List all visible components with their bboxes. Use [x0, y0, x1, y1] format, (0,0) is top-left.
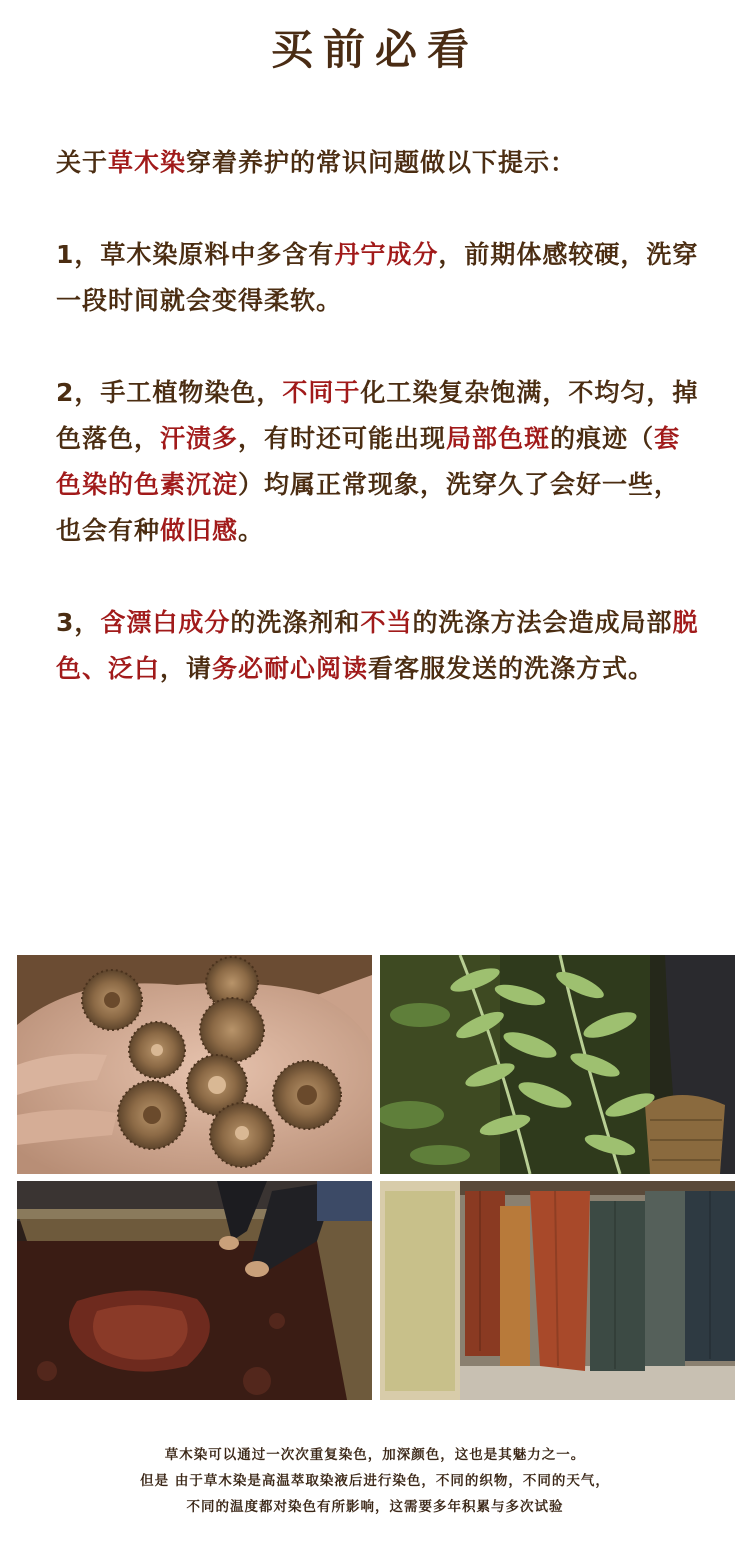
- tip-text: 化工染复杂饱满，不均匀，掉色落色，: [56, 378, 699, 453]
- hanging-fabrics-photo: [380, 1181, 735, 1400]
- tip-text: 3，: [56, 608, 101, 637]
- caption-line: 草木染可以通过一次次重复染色，加深颜色，这也是其魅力之一。: [164, 1447, 586, 1463]
- tip-paragraph: [56, 370, 706, 554]
- tip-highlight-text: 含漂白成分: [100, 608, 231, 637]
- leaves-basket-photo: [380, 955, 735, 1174]
- tip-highlight-text: 局部色斑: [446, 424, 551, 453]
- photo-grid: [17, 955, 735, 1400]
- tip-paragraph: [56, 232, 706, 324]
- tip-highlight-text: 汗渍多: [160, 424, 239, 453]
- tip-highlight-text: 脱色、泛白: [56, 608, 699, 683]
- tip-text: 2，手工植物染色，: [56, 378, 283, 407]
- intro-text-after: 穿着养护的常识问题做以下提示：: [186, 148, 577, 177]
- photo-caption: [0, 1442, 750, 1520]
- acorn-cups-photo: [17, 955, 372, 1174]
- tip-text: ，前期体感较硬，洗穿一段时间就会变得柔软。: [56, 240, 699, 315]
- tip-highlight-text: 不当: [360, 608, 413, 637]
- dye-vat-photo: [17, 1181, 372, 1400]
- tip-text: 看客服发送的洗涤方式。: [368, 654, 655, 683]
- intro-text-before: 关于: [56, 148, 109, 177]
- caption-line: 不同的温度都对染色有所影响，这需要多年积累与多次试验: [186, 1499, 564, 1515]
- caption-line: 但是 由于草木染是高温萃取染液后进行染色，不同的织物，不同的天气，: [140, 1473, 610, 1489]
- tip-text: 。: [238, 516, 265, 545]
- tip-text: 的洗涤剂和: [230, 608, 361, 637]
- page-title: 买前必看: [270, 25, 479, 74]
- tip-text: ）均属正常现象，洗穿久了会好一些，也会有种: [56, 470, 681, 545]
- tip-highlight-text: 套色染的色素沉淀: [56, 424, 681, 499]
- tip-highlight-text: 务必耐心阅读: [212, 654, 369, 683]
- intro-paragraph: [56, 140, 706, 186]
- tip-text: ，有时还可能出现: [238, 424, 447, 453]
- intro-highlight: 草木染: [108, 148, 187, 177]
- tip-highlight-text: 丹宁成分: [334, 240, 439, 269]
- tip-text: ，请: [160, 654, 213, 683]
- tip-paragraph: [56, 600, 706, 692]
- tip-highlight-text: 不同于: [282, 378, 361, 407]
- tip-highlight-text: 做旧感: [160, 516, 239, 545]
- tip-text: 的痕迹（: [550, 424, 655, 453]
- care-notes: [56, 140, 706, 738]
- tip-text: 的洗涤方法会造成局部: [412, 608, 673, 637]
- tip-text: 1，草木染原料中多含有: [56, 240, 335, 269]
